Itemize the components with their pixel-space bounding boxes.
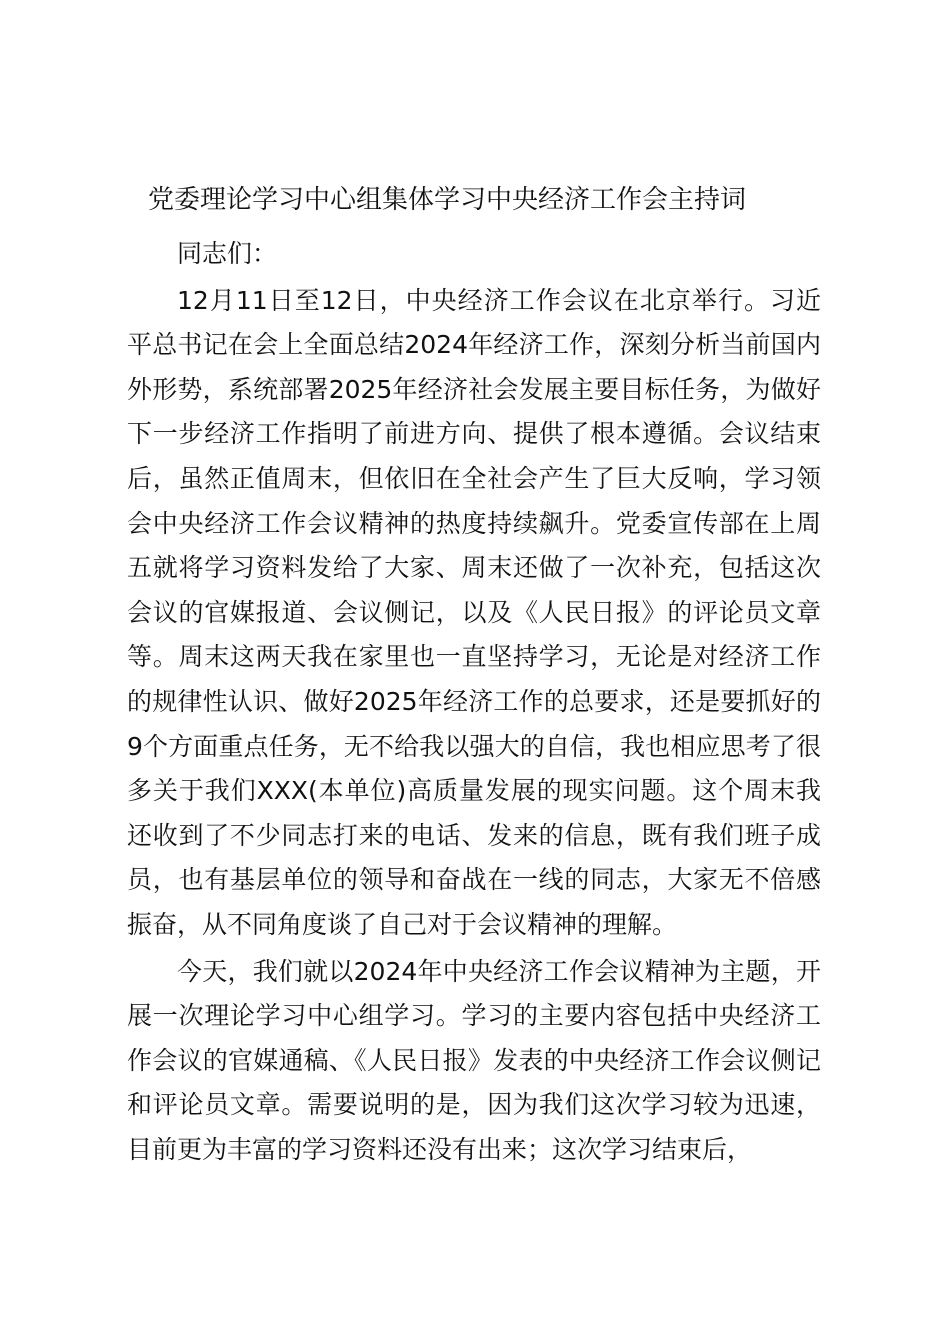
document-body	[127, 202, 821, 1172]
paragraph-2: 今天，我们就以2024年中央经济工作会议精神为主题，开展一次理论学习中心组学习。学习的主要内容包括中央经济工作会议的官媒通稿、《人民日报》发表的中央经济工作会议侧记和评论员文章。需要说明的是，因为我们这次学习较为迅速，目前更为丰富的学习资料还没有出来；这次学习结束后，	[127, 956, 821, 1164]
document-title: 党委理论学习中心组集体学习中央经济工作会主持词	[148, 185, 747, 215]
salutation: 同志们：	[177, 239, 278, 268]
paragraph-1: 12月11日至12日，中央经济工作会议在北京举行。习近平总书记在会上全面总结2024年经济工作，深刻分析当前国内外形势，系统部署2025年经济社会发展主要目标任务，为做好下一步经济工作指明了前进方向、提供了根本遵循。会议结束后，虽然正值周末，但依旧在全社会产生了巨大反响，学习领会中央经济工作会议精神的热度持续飙升。党委宣传部在上周五就将学习资料发给了大家、周末还做了一次补充，包括这次会议的官媒报道、会议侧记，以及《人民日报》的评论员文章等。周末这两天我在家里也一直坚持学习，无论是对经济工作的规律性认识、做好2025年经济工作的总要求，还是要抓好的9个方面重点任务，无不给我以强大的自信，我也相应思考了很多关于我们XXX(本单位)高质量发展的现实问题。这个周末我还收到了不少同志打来的电话、发来的信息，既有我们班子成员，也有基层单位的领导和奋战在一线的同志，大家无不倍感振奋，从不同角度谈了自己对于会议精神的理解。	[127, 285, 821, 939]
